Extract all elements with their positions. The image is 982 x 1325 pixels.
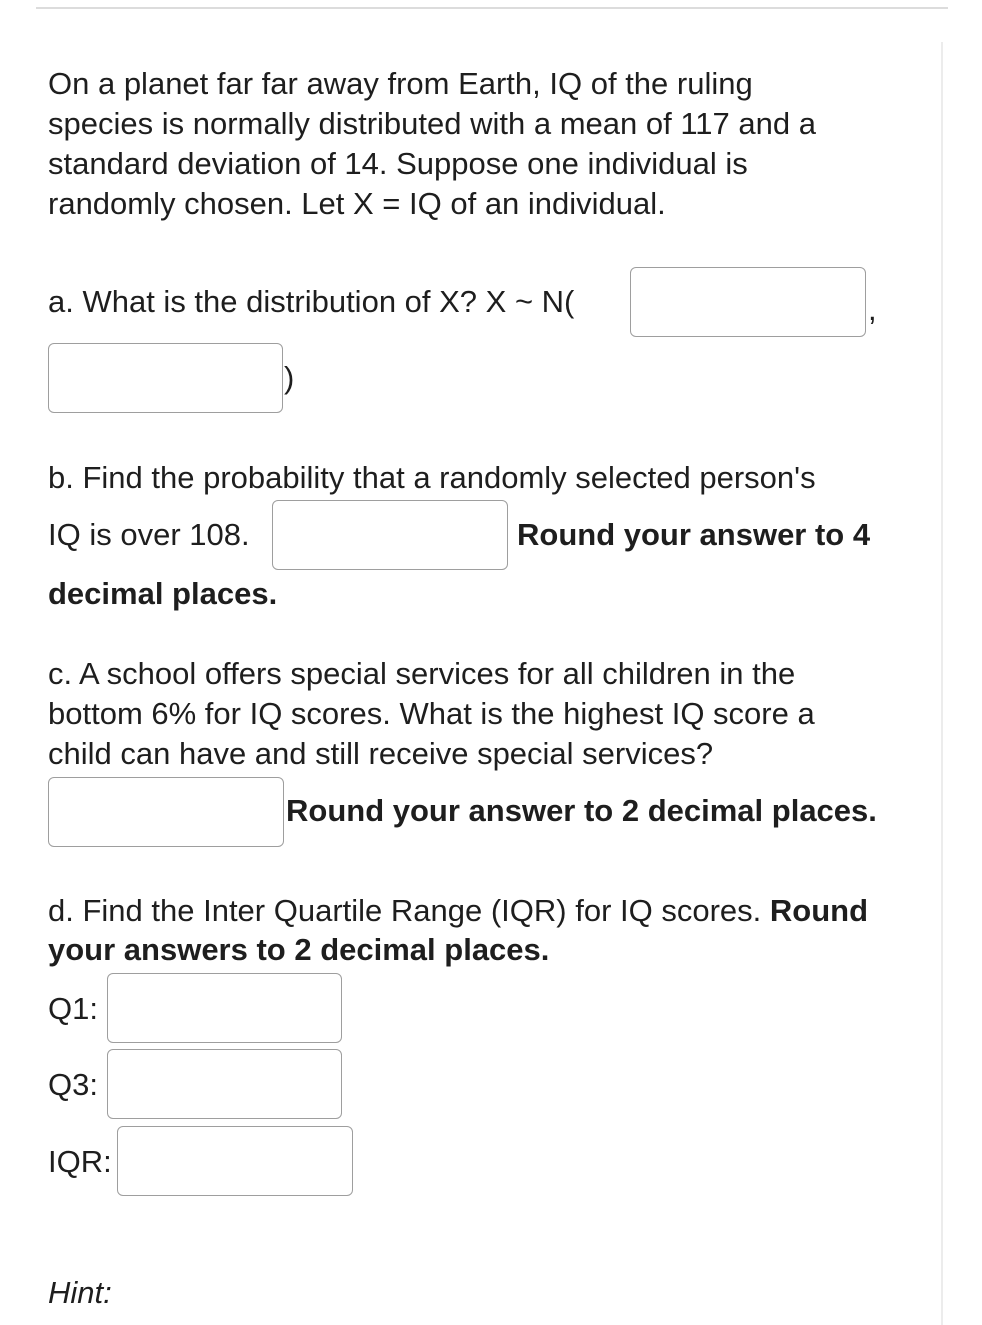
part-d-question-line1	[48, 891, 868, 931]
q3-label: Q3:	[48, 1067, 98, 1102]
intro-line: standard deviation of 14. Suppose one individual is	[48, 146, 748, 181]
probability-input[interactable]	[272, 500, 508, 570]
q1-input[interactable]	[107, 973, 342, 1043]
iqr-input[interactable]	[117, 1126, 353, 1196]
part-c-question-line: bottom 6% for IQ scores. What is the highest IQ score a	[48, 696, 815, 731]
iqr-label: IQR:	[48, 1144, 112, 1179]
part-b-round-note-cont: decimal places.	[48, 576, 278, 611]
mean-input[interactable]	[630, 267, 866, 337]
standard-deviation-input[interactable]	[48, 343, 283, 413]
part-b-round-note: Round your answer to 4	[517, 517, 871, 552]
close-paren: )	[284, 360, 295, 395]
part-d-question: d. Find the Inter Quartile Range (IQR) for IQ scores.	[48, 893, 762, 928]
part-c-question-line: child can have and still receive special services?	[48, 736, 714, 771]
intro-line: randomly chosen. Let X = IQ of an individual.	[48, 186, 666, 221]
hint-link[interactable]: Hint:	[48, 1275, 112, 1310]
part-c-question-line: c. A school offers special services for all children in the	[48, 656, 796, 691]
intro-line: On a planet far far away from Earth, IQ of the ruling	[48, 66, 753, 101]
part-d-round-note-cont: your answers to 2 decimal places.	[48, 932, 550, 967]
part-d-round-note: Round	[769, 893, 869, 928]
part-b-question-line1: b. Find the probability that a randomly selected person's	[48, 460, 816, 495]
q3-input[interactable]	[107, 1049, 342, 1119]
top-divider	[36, 7, 948, 9]
comma-separator: ,	[868, 292, 877, 327]
part-a-question: a. What is the distribution of X? X ~ N(	[48, 284, 575, 319]
part-c-round-note: Round your answer to 2 decimal places.	[286, 793, 877, 828]
right-divider	[941, 42, 943, 1325]
special-services-iq-input[interactable]	[48, 777, 284, 847]
q1-label: Q1:	[48, 991, 98, 1026]
part-b-question-line2: IQ is over 108.	[48, 517, 250, 552]
intro-line: species is normally distributed with a mean of 117 and a	[48, 106, 816, 141]
